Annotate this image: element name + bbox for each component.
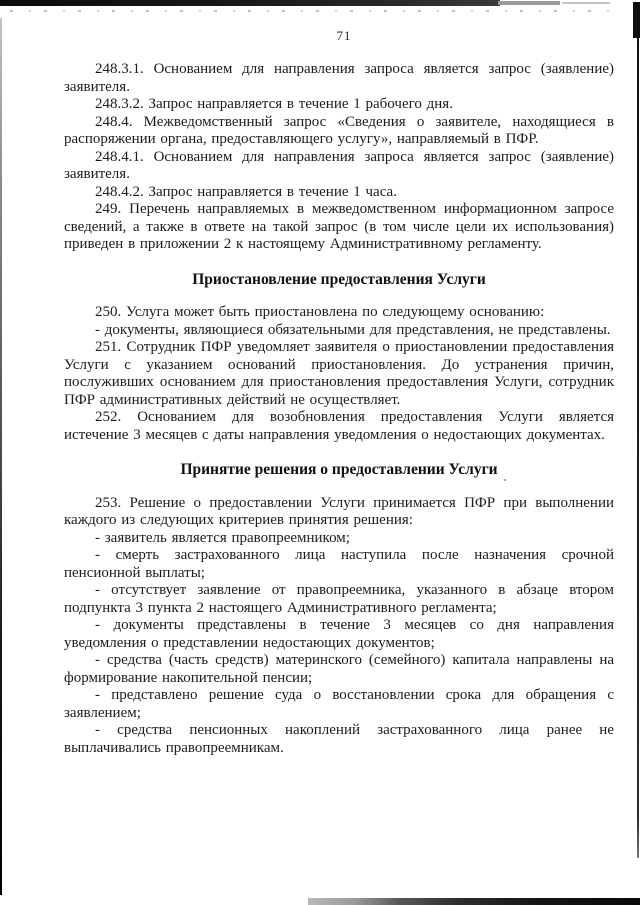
paragraph: 248.3.2. Запрос направляется в течение 1 рабочего дня. bbox=[95, 96, 453, 112]
paragraph: - отсутствует заявление от правопреемника, указанного в абзаце втором подпункта 3 пункта 2 настоящего Административного регламента; bbox=[64, 582, 614, 616]
paragraph: 248.4.2. Запрос направляется в течение 1 часа. bbox=[95, 183, 397, 200]
paragraph: 248.4.1. Основанием для направления запроса является запрос (заявление) заявителя. bbox=[64, 148, 614, 182]
paragraph: 250. Услуга может быть приостановлена по следующему основанию: bbox=[95, 304, 545, 320]
section-heading: Принятие решения о предоставлении Услуги bbox=[180, 461, 498, 478]
paragraph: - средства (часть средств) материнского (семейного) капитала направлены на формирование накопительной пенсии; bbox=[64, 652, 614, 686]
paragraph: - смерть застрахованного лица наступила после назначения срочной пенсионной выплаты; bbox=[64, 547, 614, 581]
paragraph: 252. Основанием для возобновления предоставления Услуги является истечение 3 месяцев с даты направления уведомления о недостающих документах. bbox=[64, 409, 614, 443]
paragraph: - представлено решение суда о восстановлении срока для обращения с заявлением; bbox=[64, 687, 614, 721]
paragraph: 249. Перечень направляемых в межведомственном информационном запросе сведений, а также в ответе на такой запрос (в том числе цели их использования) приведен в приложении 2 к настоящему Административному регламенту. bbox=[64, 201, 614, 252]
paragraph: 248.3.1. Основанием для направления запроса является запрос (заявление) заявителя. bbox=[64, 61, 614, 95]
section-heading: Приостановление предоставления Услуги bbox=[192, 270, 486, 288]
paragraph: 248.4. Межведомственный запрос «Сведения о заявителе, находящиеся в распоряжении органа, предоставляющего услугу», направляемый в ПФР. bbox=[64, 113, 614, 147]
paragraph: 253. Решение о предоставлении Услуги принимается ПФР при выполнении каждого из следующих критериев принятия решения: bbox=[64, 494, 614, 528]
paragraph: - документы, являющиеся обязательными для представления, не представлены. bbox=[95, 321, 611, 338]
paragraph: - заявитель является правопреемником; bbox=[95, 529, 350, 546]
paragraph: - документы представлены в течение 3 месяцев со дня направления уведомления о представлении недостающих документов; bbox=[64, 617, 614, 651]
paragraph: 251. Сотрудник ПФР уведомляет заявителя о приостановлении предоставления Услуги с указанием оснований приостановления. До устранения причин, послуживших основанием для приостановления предоставления Услуги, сотрудник ПФР административных действий не осуществляет. bbox=[64, 339, 614, 408]
document-body bbox=[64, 61, 614, 757]
page-number: 71 bbox=[336, 28, 352, 43]
paragraph: - средства пенсионных накоплений застрахованного лица ранее не выплачивались правопреемникам. bbox=[64, 722, 614, 756]
